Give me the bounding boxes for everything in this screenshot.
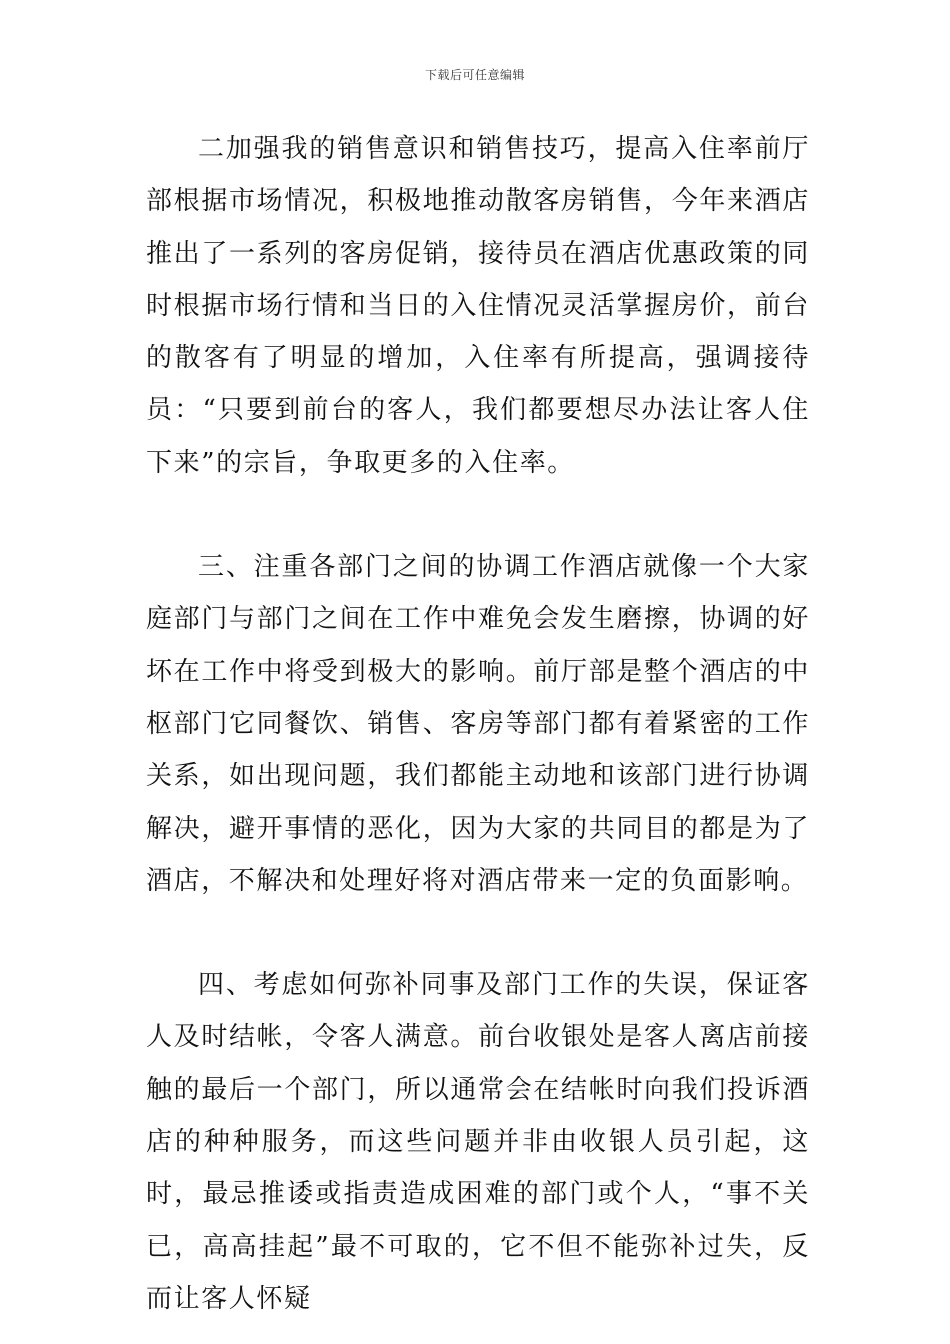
- paragraph-remedy-mistakes: 四、考虑如何弥补同事及部门工作的失误，保证客人及时结帐，令客人满意。前台收银处是客人离店前接触的最后一个部门，所以通常会在结帐时向我们投诉酒店的种种服务，而这些问题并非由收银人员引起，这时，最忌推诿或指责造成困难的部门或个人，“事不关已，高高挂起”最不可取的，它不但不能弥补过失，反而让客人怀疑: [146, 970, 810, 1314]
- header-note: 下载后可任意编辑: [424, 68, 525, 82]
- paragraph-department-coordination: 三、注重各部门之间的协调工作酒店就像一个大家庭部门与部门之间在工作中难免会发生磨擦，协调的好坏在工作中将受到极大的影响。前厅部是整个酒店的中枢部门它同餐饮、销售、客房等部门都有着紧密的工作关系，如出现问题，我们都能主动地和该部门进行协调解决，避开事情的恶化，因为大家的共同目的都是为了酒店，不解决和处理好将对酒店带来一定的负面影响。: [146, 552, 810, 896]
- paragraph-sales-awareness: 二加强我的销售意识和销售技巧，提高入住率前厅部根据市场情况，积极地推动散客房销售，今年来酒店推出了一系列的客房促销，接待员在酒店优惠政策的同时根据市场行情和当日的入住情况灵活掌握房价，前台的散客有了明显的增加，入住率有所提高，强调接待员：“只要到前台的客人，我们都要想尽办法让客人住下来”的宗旨，争取更多的入住率。: [146, 134, 810, 478]
- document-body: [146, 123, 810, 1325]
